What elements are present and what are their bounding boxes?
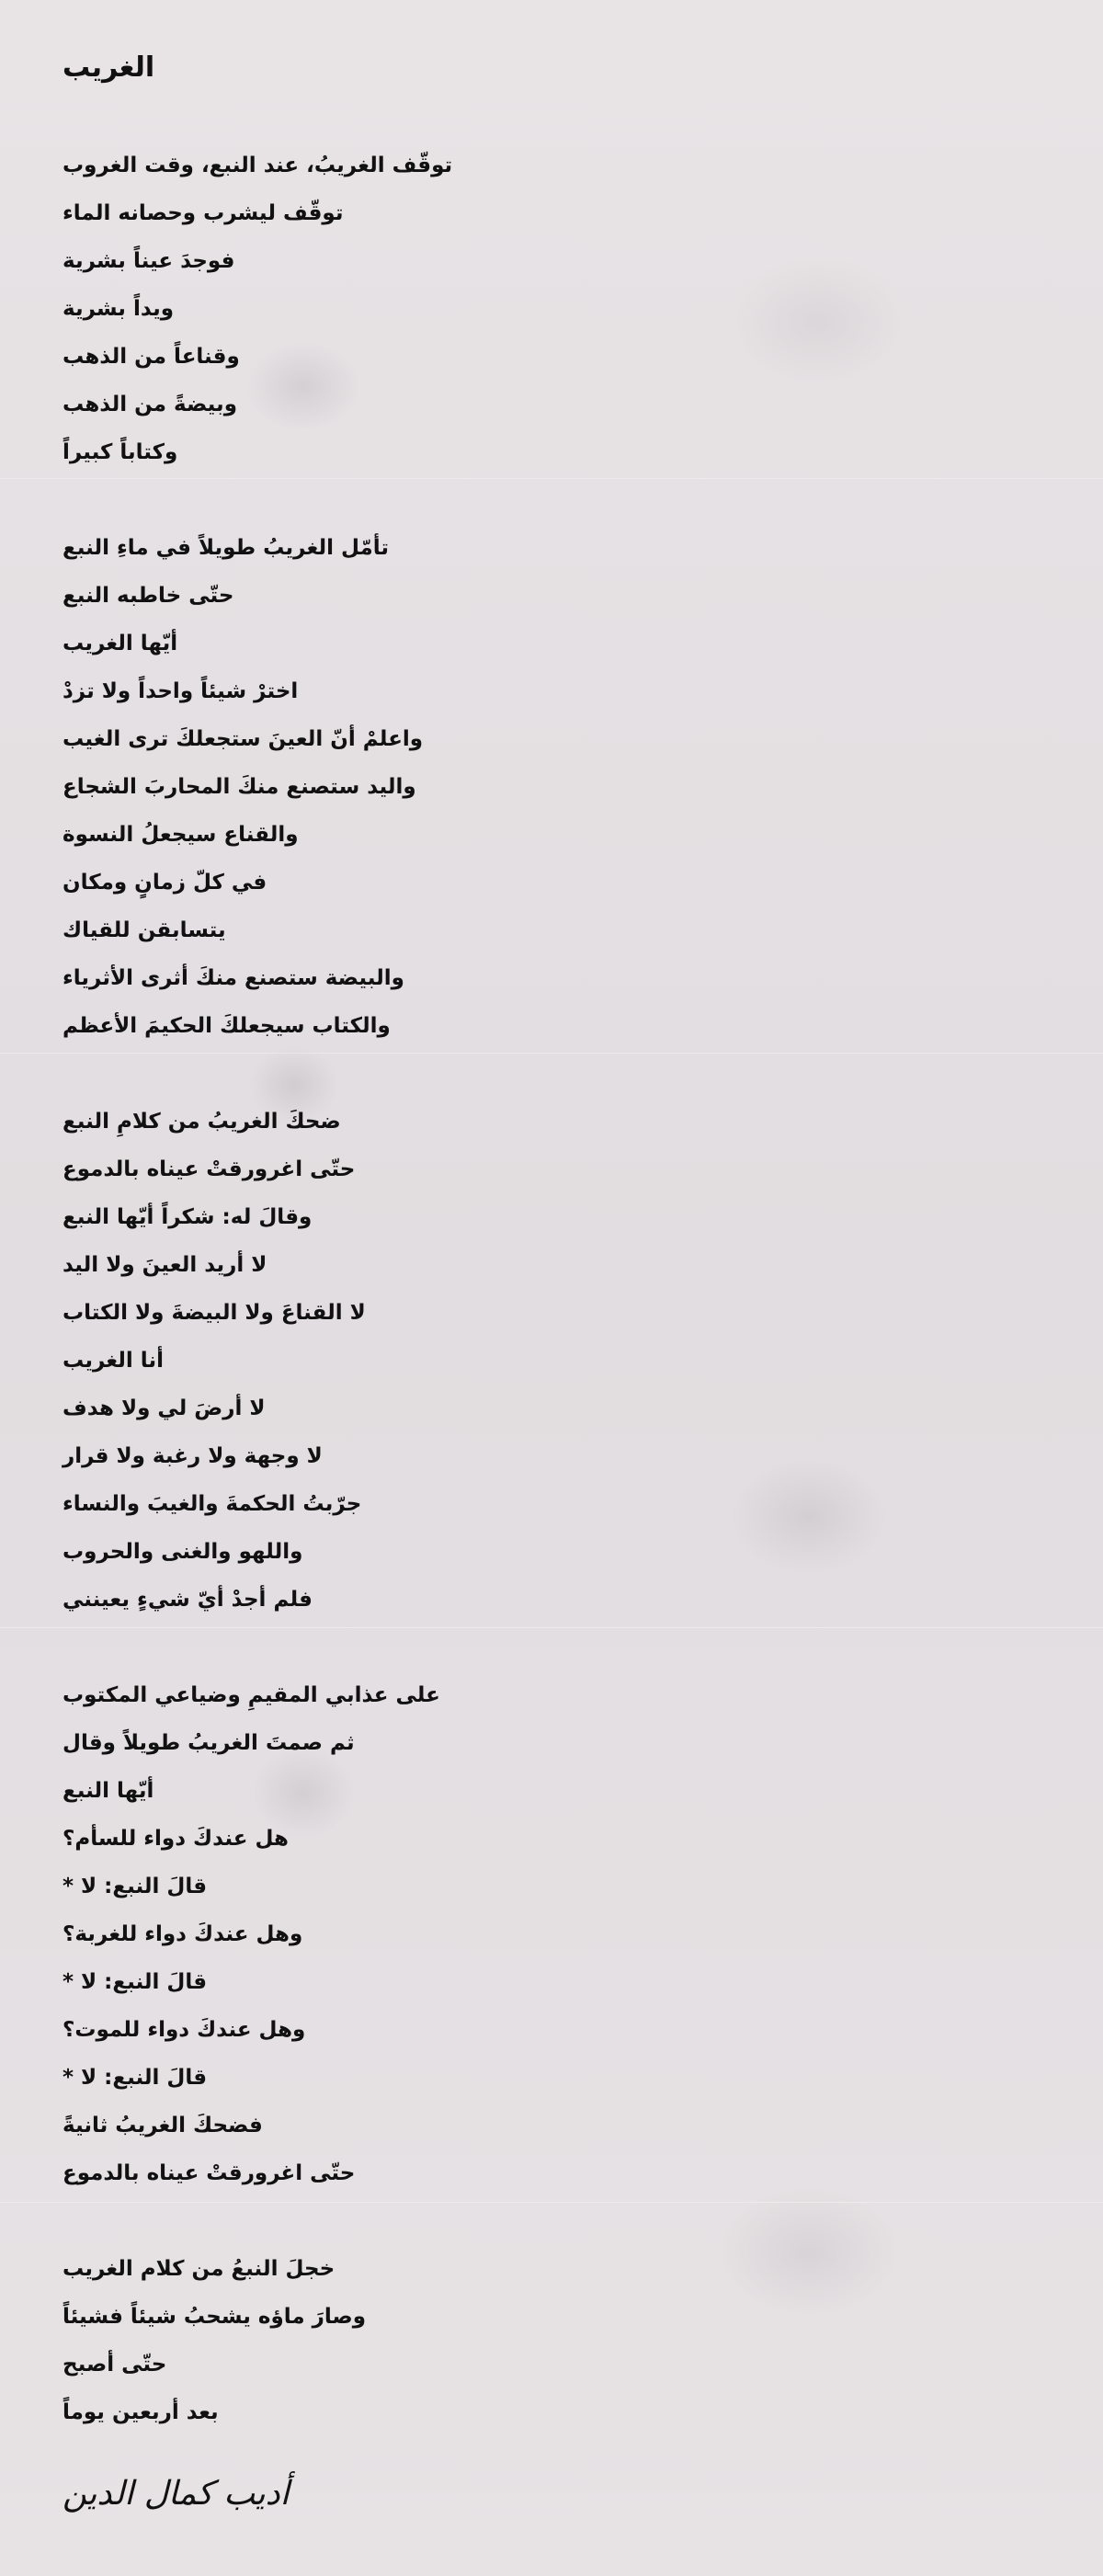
poem-line: قالَ النبع: لا * bbox=[63, 1970, 208, 1994]
poem-line: لا القناعَ ولا البيضةَ ولا الكتاب bbox=[63, 1301, 366, 1325]
poem-line: لا أريد العينَ ولا اليد bbox=[63, 1253, 267, 1277]
poem-line: حتّى اغرورقتْ عيناه بالدموع bbox=[63, 1157, 356, 1181]
poem-line: قالَ النبع: لا * bbox=[63, 1875, 208, 1898]
poem-line: ضحكَ الغريبُ من كلامِ النبع bbox=[63, 1110, 341, 1134]
poem-line: جرّبتُ الحكمةَ والغيبَ والنساء bbox=[63, 1492, 362, 1516]
poem-line: واللهو والغنى والحروب bbox=[63, 1540, 303, 1564]
poem-line: خجلَ النبعُ من كلام الغريب bbox=[63, 2257, 335, 2281]
poem-line: أيّها الغريب bbox=[63, 632, 178, 655]
poem-line: وقالَ له: شكراً أيّها النبع bbox=[63, 1205, 313, 1229]
poem-line: في كلّ زمانٍ ومكان bbox=[63, 871, 267, 895]
poem-line: قالَ النبع: لا * bbox=[63, 2066, 208, 2090]
poem-line: وهل عندكَ دواء للموت؟ bbox=[63, 2018, 306, 2042]
poem-line: والقناع سيجعلُ النسوة bbox=[63, 823, 299, 847]
poem-line: أيّها النبع bbox=[63, 1779, 154, 1803]
poem-line: فلم أجدْ أيّ شيءٍ يعينني bbox=[63, 1588, 313, 1612]
stanza-4 bbox=[63, 1671, 540, 2197]
poem-line: وقناعاً من الذهب bbox=[63, 345, 240, 369]
poem-line: حتّى خاطبه النبع bbox=[63, 584, 234, 608]
poem-line: وبيضةً من الذهب bbox=[63, 393, 237, 416]
poem-line: والكتاب سيجعلكَ الحكيمَ الأعظم bbox=[63, 1014, 391, 1038]
author-signature: أديب كمال الدين bbox=[63, 2475, 290, 2513]
poem-line: بعد أربعين يوماً bbox=[63, 2400, 219, 2424]
poem-line: هل عندكَ دواء للسأم؟ bbox=[63, 1827, 289, 1851]
poem-line: وكتاباً كبيراً bbox=[63, 440, 178, 464]
poem-line: ويداً بشرية bbox=[63, 297, 175, 321]
poem-line: فوجدَ عيناً بشرية bbox=[63, 249, 235, 273]
stanza-3 bbox=[63, 1098, 540, 1624]
poem-title: الغريب bbox=[63, 51, 155, 84]
poem-line: وصارَ ماؤه يشحبُ شيئاً فشيئاً bbox=[63, 2305, 367, 2329]
stanza-2 bbox=[63, 524, 540, 1050]
poem-line: توقّف ليشرب وحصانه الماء bbox=[63, 201, 344, 225]
poem-line: أنا الغريب bbox=[63, 1349, 164, 1373]
stanza-5 bbox=[63, 2245, 540, 2436]
poem-line: واعلمْ أنّ العينَ ستجعلكَ ترى الغيب bbox=[63, 727, 424, 751]
stanza-1 bbox=[63, 142, 540, 476]
poem-line: لا أرضَ لي ولا هدف bbox=[63, 1396, 266, 1420]
poem-line: توقّف الغريبُ، عند النبع، وقت الغروب bbox=[63, 154, 453, 177]
poem-line: حتّى اغرورقتْ عيناه بالدموع bbox=[63, 2161, 356, 2185]
poem-line: لا وجهة ولا رغبة ولا قرار bbox=[63, 1444, 323, 1468]
poem-line: يتسابقن للقياك bbox=[63, 918, 226, 942]
poem-line: اخترْ شيئاً واحداً ولا تزدْ bbox=[63, 679, 299, 703]
poem-line: على عذابي المقيمِ وضياعي المكتوب bbox=[63, 1683, 440, 1707]
poem-line: وهل عندكَ دواء للغربة؟ bbox=[63, 1922, 303, 1946]
poem-line: تأمّل الغريبُ طويلاً في ماءِ النبع bbox=[63, 536, 390, 560]
poem-line: ثم صمتَ الغريبُ طويلاً وقال bbox=[63, 1731, 355, 1755]
poem-line: والبيضة ستصنع منكَ أثرى الأثرياء bbox=[63, 966, 404, 990]
poem-line: واليد ستصنع منكَ المحاربَ الشجاع bbox=[63, 775, 416, 799]
poem-line: حتّى أصبح bbox=[63, 2353, 167, 2377]
poem-line: فضحكَ الغريبُ ثانيةً bbox=[63, 2114, 263, 2137]
poem-container bbox=[63, 46, 540, 2484]
